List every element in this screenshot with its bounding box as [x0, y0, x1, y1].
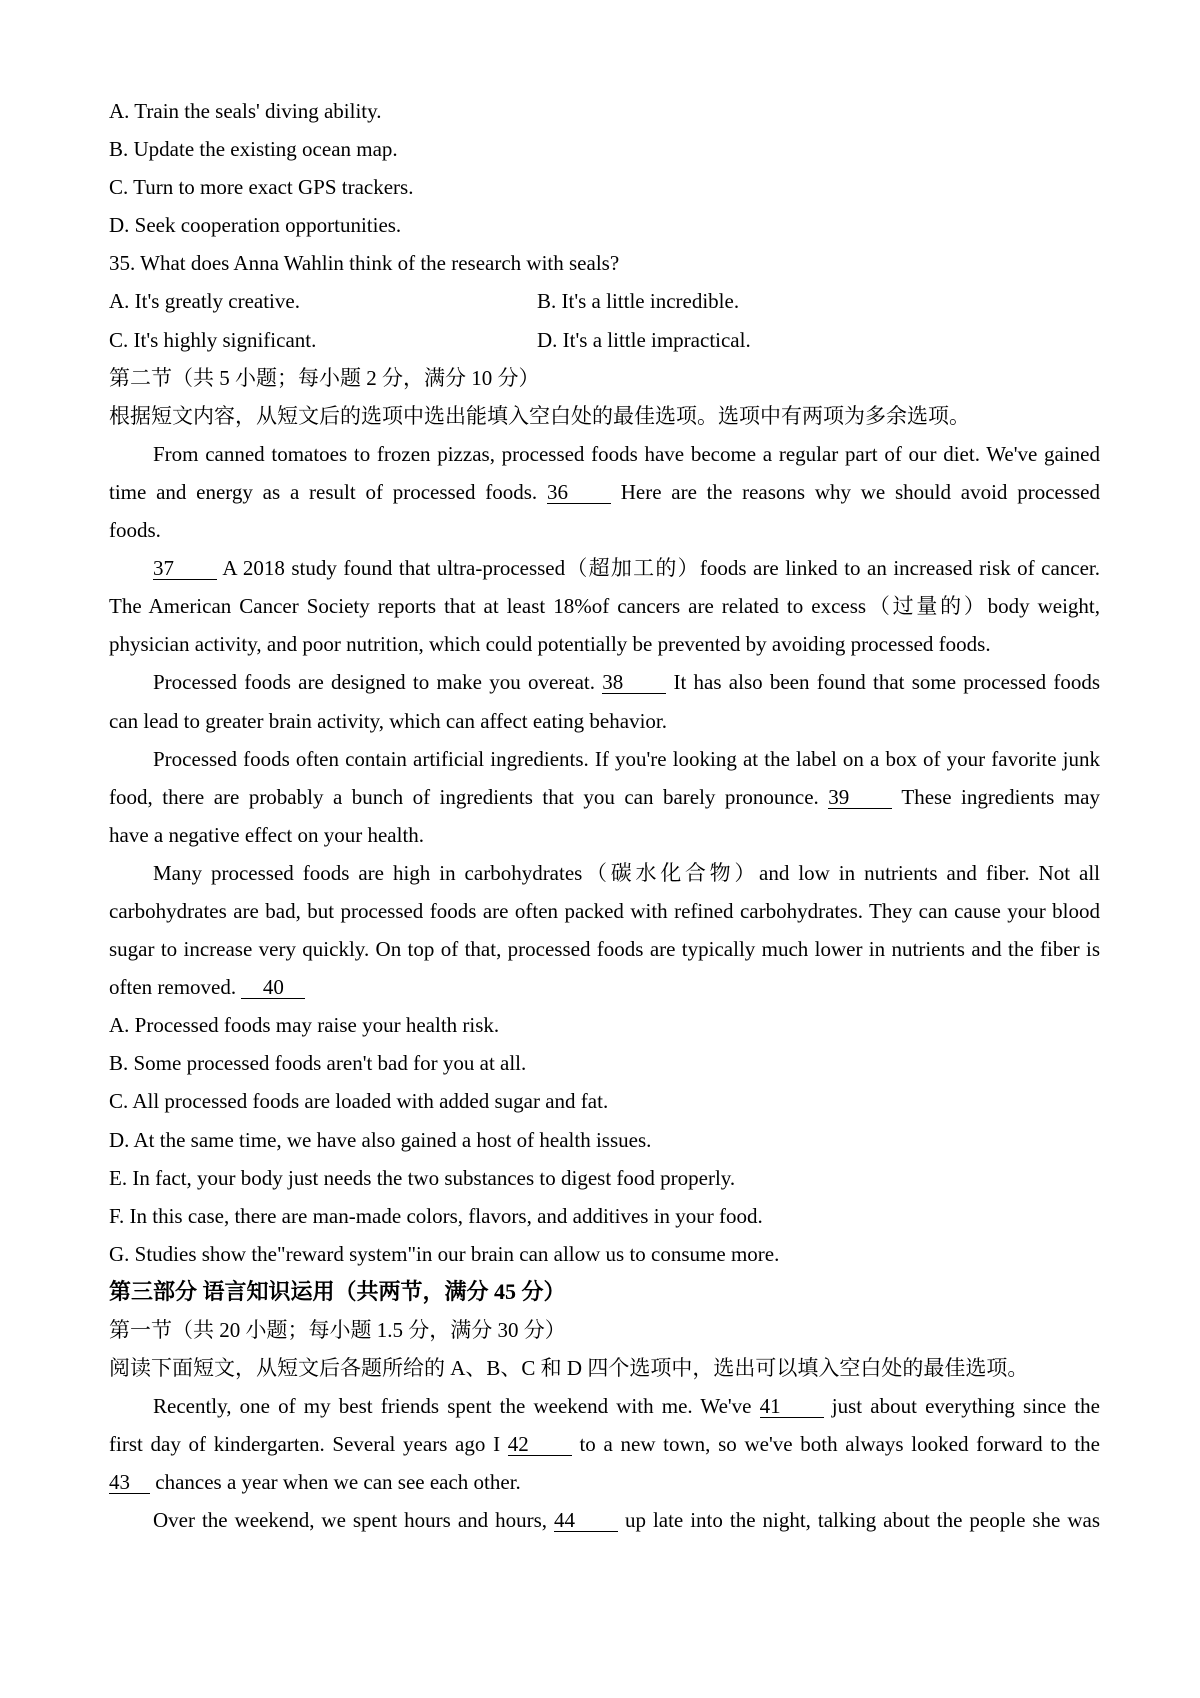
paragraph [109, 740, 1100, 854]
answer-blank-37: 37 [153, 558, 217, 580]
text-segment: foods. [109, 518, 161, 543]
text-segment: up late into the night, talking about the people she was [618, 1508, 1100, 1533]
text-segment: first day of kindergarten. Several years ago I [109, 1432, 508, 1457]
paragraph [109, 549, 1100, 663]
text-line [109, 1463, 1100, 1501]
paragraph [109, 1387, 1100, 1501]
text-segment: to a new town, so we've both always looked forward to the [571, 1432, 1100, 1457]
section-2-heading: 第二节（共 5 小题；每小题 2 分，满分 10 分） [109, 365, 540, 390]
question-35-stem: 35. What does Anna Wahlin think of the research with seals? [109, 251, 620, 276]
option-d: D. Seek cooperation opportunities. [109, 213, 402, 238]
answer-blank-36: 36 [547, 482, 611, 504]
text-segment: Processed foods often contain artificial ingredients. If you're looking at the label on a box of your favorite junk [153, 746, 1100, 771]
text-line [109, 663, 1100, 701]
text-segment: chances a year when we can see each other. [150, 1470, 521, 1495]
text-segment: carbohydrates are bad, but processed foods are often packed with refined carbohydrates. They can cause your blood [109, 898, 1100, 923]
text-line [109, 473, 1100, 511]
option-b: B. Some processed foods aren't bad for you at all. [109, 1051, 527, 1076]
paragraph [109, 854, 1100, 1006]
text-line [109, 1501, 1100, 1539]
paragraph [109, 1501, 1100, 1539]
answer-blank-44: 44 [554, 1510, 618, 1532]
text-line [109, 511, 1100, 549]
text-segment: physician activity, and poor nutrition, which could potentially be prevented by avoiding processed foods. [109, 632, 991, 657]
text-line [109, 1425, 1100, 1463]
text-line [109, 587, 1100, 625]
seven-choose-five-options [109, 1006, 1100, 1273]
option-c: C. All processed foods are loaded with added sugar and fat. [109, 1089, 609, 1114]
option-g: G. Studies show the"reward system"in our brain can allow us to consume more. [109, 1241, 780, 1266]
text-segment: Recently, one of my best friends spent the weekend with me. We've [153, 1394, 760, 1419]
text-segment: Here are the reasons why we should avoid processed [610, 479, 1100, 504]
text-segment: sugar to increase very quickly. On top of that, processed foods are typically much lower in nutrients and the fiber is [109, 937, 1100, 962]
option-d: D. It's a little impractical. [537, 327, 751, 352]
answer-blank-43: 43 [109, 1472, 150, 1494]
option-b: B. It's a little incredible. [537, 289, 740, 314]
page-content [109, 92, 1100, 1540]
text-segment: have a negative effect on your health. [109, 822, 425, 847]
text-segment: time and energy as a result of processed foods. [109, 479, 547, 504]
text-segment: Many processed foods are high in carbohydrates（碳水化合物）and low in nutrients and fiber. Not all [153, 860, 1100, 885]
text-segment: Over the weekend, we spent hours and hours, [153, 1508, 554, 1533]
text-line [109, 1387, 1100, 1425]
option-b: B. Update the existing ocean map. [109, 137, 398, 162]
answer-blank-42: 42 [508, 1434, 572, 1456]
option-f: F. In this case, there are man-made colors, flavors, and additives in your food. [109, 1203, 763, 1228]
text-segment: often removed. [109, 975, 242, 1000]
text-segment: It has also been found that some processed foods [666, 670, 1100, 695]
option-c: C. Turn to more exact GPS trackers. [109, 175, 414, 200]
text-line [109, 549, 1100, 587]
text-segment: A 2018 study found that ultra-processed（超加工的）foods are linked to an increased risk of cancer. [217, 556, 1100, 581]
paragraph [109, 435, 1100, 549]
text-segment: can lead to greater brain activity, which can affect eating behavior. [109, 708, 667, 733]
part-3-instructions: 阅读下面短文，从短文后各题所给的 A、B、C 和 D 四个选项中，选出可以填入空白处的最佳选项。 [109, 1356, 1029, 1381]
question-34-options [109, 92, 1100, 244]
text-segment: From canned tomatoes to frozen pizzas, processed foods have become a regular part of our diet. We've gained [153, 441, 1100, 466]
reading-passage-processed-foods [109, 435, 1100, 1006]
text-line [109, 854, 1100, 892]
option-a: A. Train the seals' diving ability. [109, 99, 382, 123]
text-line [109, 892, 1100, 930]
answer-blank-38: 38 [602, 672, 666, 694]
text-line [109, 930, 1100, 968]
option-a: A. Processed foods may raise your health risk. [109, 1013, 500, 1038]
option-a: A. It's greatly creative. [109, 289, 300, 314]
text-segment: These ingredients may [892, 784, 1100, 809]
answer-blank-39: 39 [828, 787, 892, 809]
text-segment: just about everything since the [823, 1394, 1100, 1419]
text-segment: Processed foods are designed to make you overeat. [153, 670, 603, 695]
text-line [109, 625, 1100, 663]
text-segment: food, there are probably a bunch of ingredients that you can barely pronounce. [109, 784, 829, 809]
text-line [109, 778, 1100, 816]
part-3-section-1-heading: 第一节（共 20 小题；每小题 1.5 分，满分 30 分） [109, 1318, 566, 1342]
paragraph [109, 663, 1100, 739]
text-segment: The American Cancer Society reports that at least 18%of cancers are related to excess（过量的）body weight, [109, 594, 1100, 619]
text-line [109, 740, 1100, 778]
option-e: E. In fact, your body just needs the two substances to digest food properly. [109, 1165, 736, 1190]
text-line [109, 968, 1100, 1006]
answer-blank-41: 41 [760, 1396, 824, 1418]
question-35-options [109, 282, 1100, 358]
text-line [109, 435, 1100, 473]
cloze-passage [109, 1387, 1100, 1539]
option-c: C. It's highly significant. [109, 327, 317, 352]
text-line [109, 702, 1100, 740]
section-2-instructions: 根据短文内容，从短文后的选项中选出能填入空白处的最佳选项。选项中有两项为多余选项。 [109, 403, 970, 428]
answer-blank-40: 40 [241, 977, 305, 999]
part-3-heading: 第三部分 语言知识运用（共两节，满分 45 分） [109, 1278, 566, 1304]
option-d: D. At the same time, we have also gained a host of health issues. [109, 1127, 652, 1152]
text-line [109, 816, 1100, 854]
